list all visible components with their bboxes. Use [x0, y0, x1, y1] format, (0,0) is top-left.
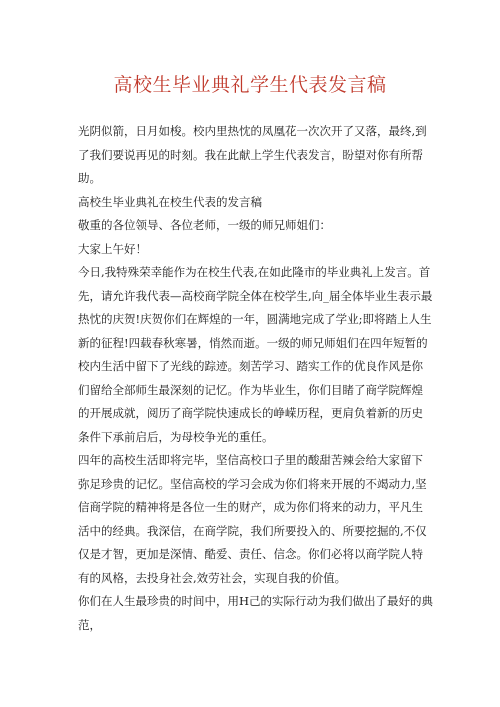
document-title: 高校生毕业典礼学生代表发言稿: [113, 74, 387, 96]
paragraph: 光阴似箭，日月如梭。校内里热忱的凤凰花一次次开了又落，最终,到了我们要说再见的时刻。我在此献上学生代表发言，盼望对你有所帮助。: [78, 124, 427, 185]
document-body: [78, 120, 434, 637]
paragraph: 敬重的各位领导、各位老师，一级的师兄师姐们：: [78, 218, 331, 232]
paragraph: 今日,我特殊荣幸能作为在校生代表,在如此隆市的毕业典礼上发言。首先，请允许我代表—高校商学院全体在校学生,向_届全体毕业生表示最热忱的庆贺!庆贺你们在辉煌的一年，圆满地完成了学业;即将踏上人生新的征程!四载春秋寒暑，悄然而逝。一级的师兄师姐们在四年短暂的校内生活中留下了光线的踪迹。刻苦学习、踏实工作的优良作风是你们留给全部师生最深刻的记忆。作为毕业生，你们目睹了商学院辉煌的开展成就，阅历了商学院快速成长的峥嵘历程，更肩负着新的历史条件下承前启后，为母校争光的重任。: [78, 265, 433, 444]
paragraph: 高校生毕业典礼在校生代表的发言稿: [78, 194, 262, 209]
paragraph: 你们在人生最珍贵的时间中，用H己的实际行动为我们做出了最好的典范，: [78, 594, 434, 632]
paragraph: 四年的高校生活即将完毕，坚信高校口子里的酸甜苦辣会给大家留下弥足珍贵的记忆。坚信高校的学习会成为你们将来开展的不竭动力,坚信商学院的精神将是各位一生的财产，成为你们将来的动力，平凡生活中的经典。我深信，在商学院，我们所要投入的、所要挖掘的,不仅仅是才智，更加是深情、酷爱、责任、信念。你们必将以商学院人特有的风格，去投身社会,效劳社会，实现自我的价值。: [78, 453, 427, 585]
paragraph: 大家上午好！: [78, 241, 147, 256]
